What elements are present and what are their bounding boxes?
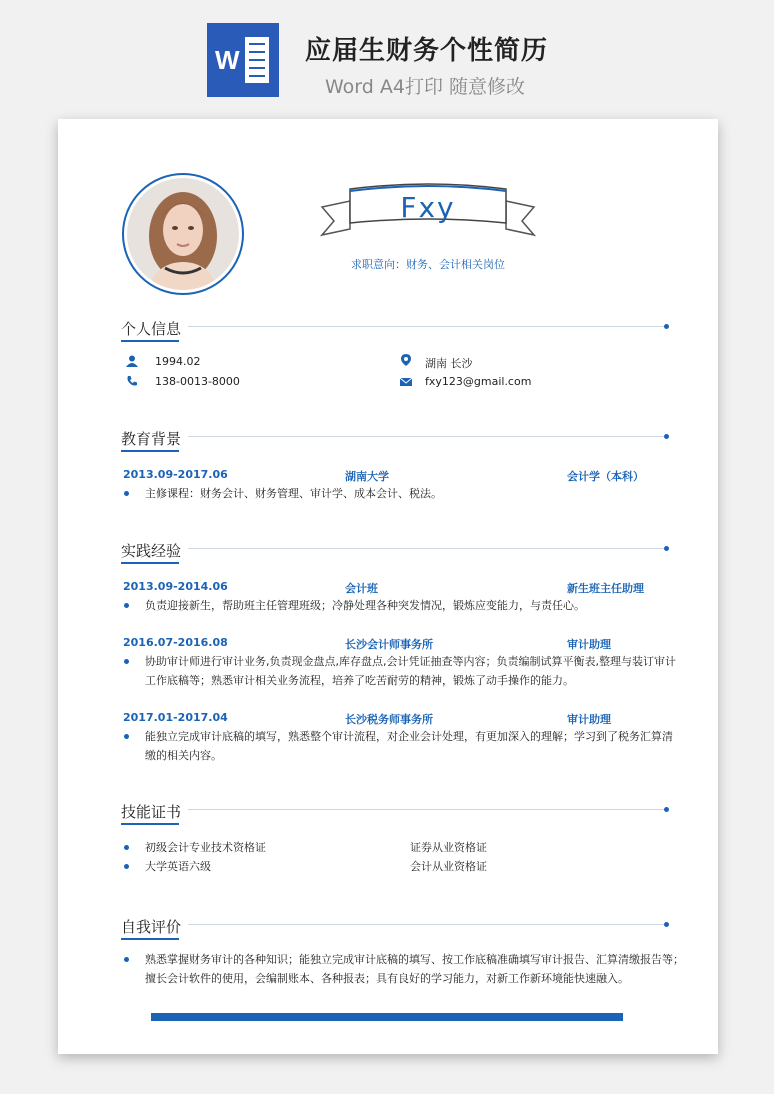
experience-period: 2013.09-2014.06	[123, 580, 228, 593]
section-underline	[121, 823, 179, 825]
location: 湖南 长沙	[425, 357, 473, 370]
section-title-text: 教育背景	[121, 430, 182, 448]
section-underline	[121, 450, 179, 452]
section-title-skills	[121, 801, 181, 822]
section-divider	[188, 548, 664, 549]
bullet	[124, 659, 129, 664]
email-icon	[400, 376, 412, 388]
section-title-experience	[121, 540, 181, 561]
section-underline	[121, 562, 179, 564]
job-objective: 求职意向：财务、会计相关岗位	[351, 258, 505, 271]
section-underline	[121, 938, 179, 940]
phone-icon	[126, 375, 138, 387]
section-divider	[188, 326, 664, 327]
experience-role: 新生班主任助理	[567, 582, 644, 595]
footer-bar	[151, 1013, 623, 1021]
section-divider	[188, 436, 664, 437]
section-title-text: 技能证书	[121, 803, 182, 821]
banner-title: 应届生财务个性简历	[305, 36, 549, 66]
skill-item: 初级会计专业技术资格证	[145, 841, 266, 854]
resume-page	[58, 119, 718, 1054]
email-address: fxy123@gmail.com	[425, 375, 532, 388]
experience-role: 审计助理	[567, 638, 611, 651]
section-title-self-eval	[121, 916, 181, 937]
bullet	[124, 603, 129, 608]
section-divider	[188, 924, 664, 925]
document-lines-icon	[245, 37, 269, 83]
section-dot	[664, 922, 669, 927]
section-dot	[664, 434, 669, 439]
experience-desc: 协助审计师进行审计业务,负责现金盘点,库存盘点,会计凭证抽查等内容；负责编制试算平衡表,整理与装订审计	[145, 655, 676, 668]
experience-role: 审计助理	[567, 713, 611, 726]
section-underline	[121, 340, 179, 342]
experience-desc: 负责迎接新生，帮助班主任管理班级；冷静处理各种突发情况，锻炼应变能力，与责任心。	[145, 599, 585, 612]
self-eval-text: 熟悉掌握财务审计的各种知识；能独立完成审计底稿的填写、按工作底稿准确填写审计报告、汇算清缴报告等；	[145, 953, 684, 966]
bullet	[124, 957, 129, 962]
bullet	[124, 734, 129, 739]
section-title-text: 实践经验	[121, 542, 182, 560]
section-title-text: 自我评价	[121, 918, 182, 936]
banner-subtitle: Word A4打印 随意修改	[325, 76, 526, 98]
person-icon	[126, 355, 138, 367]
education-major: 会计学（本科）	[567, 470, 644, 483]
section-title-education	[121, 428, 181, 449]
bullet	[124, 864, 129, 869]
education-courses: 主修课程：财务会计、财务管理、审计学、成本会计、税法。	[145, 487, 442, 500]
experience-desc: 缴的相关内容。	[145, 749, 222, 762]
skill-item: 大学英语六级	[145, 860, 211, 873]
section-dot	[664, 546, 669, 551]
section-title-text: 个人信息	[121, 320, 182, 338]
education-school: 湖南大学	[345, 470, 389, 483]
experience-desc: 能独立完成审计底稿的填写，熟悉整个审计流程，对企业会计处理，有更加深入的理解；学习到了税务汇算清	[145, 730, 673, 743]
word-app-icon	[207, 23, 279, 97]
section-title-personal	[121, 318, 181, 339]
education-period: 2013.09-2017.06	[123, 468, 228, 481]
skill-item: 证券从业资格证	[410, 841, 487, 854]
birth-date: 1994.02	[155, 355, 201, 368]
avatar	[122, 173, 244, 295]
self-eval-text: 擅长会计软件的使用，会编制账本、各种报表；具有良好的学习能力，对新工作新环境能快速融入。	[145, 972, 629, 985]
skill-item: 会计从业资格证	[410, 860, 487, 873]
location-pin-icon	[400, 354, 412, 366]
experience-period: 2017.01-2017.04	[123, 711, 228, 724]
experience-desc: 工作底稿等；熟悉审计相关业务流程，培养了吃苦耐劳的精神，锻炼了动手操作的能力。	[145, 674, 574, 687]
bullet	[124, 845, 129, 850]
candidate-name: Fxy	[400, 191, 456, 224]
section-dot	[664, 324, 669, 329]
portrait-image	[127, 178, 239, 290]
section-divider	[188, 809, 664, 810]
bullet	[124, 491, 129, 496]
word-letter: W	[215, 45, 240, 75]
phone-number: 138-0013-8000	[155, 375, 240, 388]
experience-period: 2016.07-2016.08	[123, 636, 228, 649]
experience-org: 会计班	[345, 582, 378, 595]
experience-org: 长沙会计师事务所	[345, 638, 433, 651]
section-dot	[664, 807, 669, 812]
experience-org: 长沙税务师事务所	[345, 713, 433, 726]
